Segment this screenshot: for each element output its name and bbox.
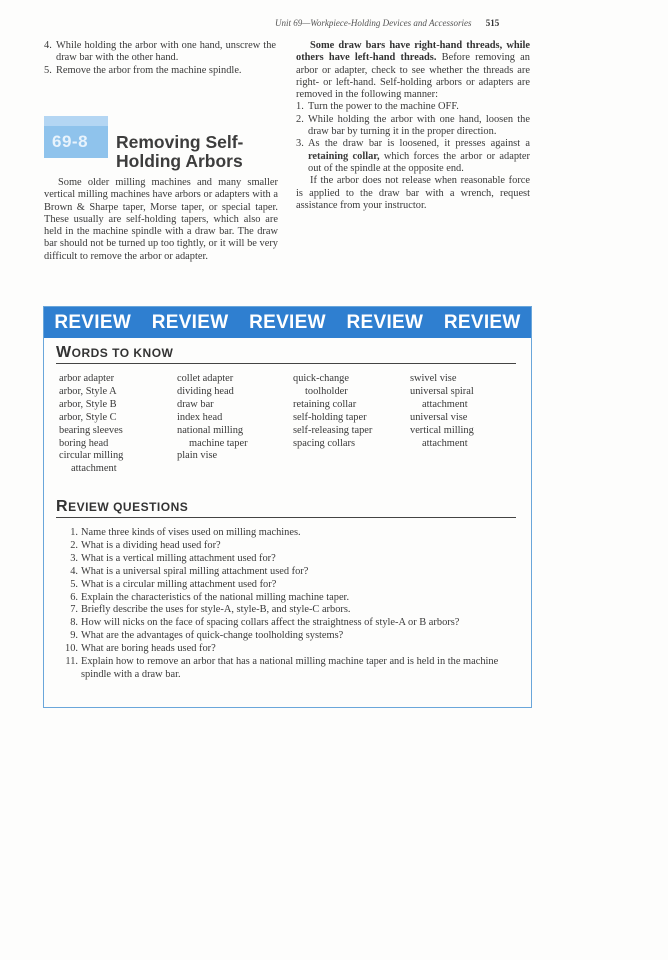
term: index head	[177, 411, 223, 423]
step-number: 1.	[296, 101, 304, 113]
review-box	[43, 306, 532, 708]
question-text: What is a circular milling attachment used for?	[81, 578, 277, 590]
term: attachment	[71, 463, 117, 475]
question-number: 7.	[70, 604, 78, 616]
question-text: What is a dividing head used for?	[81, 539, 221, 551]
term: arbor, Style C	[59, 411, 117, 423]
list-item	[296, 138, 530, 175]
term: vertical milling	[410, 424, 474, 436]
list-item	[296, 113, 530, 139]
term: self-holding taper	[293, 411, 367, 423]
list-item	[64, 617, 524, 630]
question-text: Explain how to remove an arbor that has a national milling machine taper and is held in the machine spindle with a draw bar.	[81, 656, 499, 680]
step-text: Turn the power to the machine OFF.	[308, 101, 459, 113]
running-title: Unit 69—Workpiece-Holding Devices and Accessories	[275, 18, 472, 28]
question-text: What are the advantages of quick-change toolholding systems?	[81, 630, 344, 642]
question-text: What is a universal spiral milling attachment used for?	[81, 565, 309, 577]
list-item	[64, 630, 524, 643]
words-column	[410, 373, 525, 450]
review-questions-heading	[56, 498, 188, 516]
section-body: Some older milling machines and many smaller vertical milling machines have arbors or adapters with a Brown & Sharpe taper, Morse taper, or special taper. These usually are self-holding tapers, which also are held in the machine spindle with a draw bar. The draw bar should not be turned up too tightly, or it will be very difficult to remove the arbor or adapter.	[44, 177, 278, 262]
term: collet adapter	[177, 373, 234, 384]
step-number: 2.	[296, 113, 304, 125]
review-questions-list	[64, 527, 524, 682]
term: dividing head	[177, 385, 234, 397]
question-text: Name three kinds of vises used on milling machines.	[81, 527, 301, 538]
words-column	[59, 373, 174, 476]
term: universal vise	[410, 411, 468, 423]
list-item	[64, 579, 524, 592]
term: universal spiral	[410, 385, 474, 397]
term: self-releasing taper	[293, 424, 373, 436]
intro-rest: Before removing an arbor or adapter, check to see whether the threads are right- or left-hand. Self-holding arbors or adapters are removed in the following manner:	[296, 52, 530, 101]
review-banner-word: REVIEW	[443, 311, 521, 333]
term: toolholder	[305, 385, 348, 397]
review-banner-word: REVIEW	[54, 311, 132, 333]
step-text: which forces the arbor or adapter out of the spindle at the opposite end.	[308, 150, 530, 174]
question-number: 9.	[70, 630, 78, 642]
step-text: While holding the arbor with one hand, unscrew the draw bar with the other hand.	[56, 40, 276, 64]
review-banner-word: REVIEW	[151, 311, 229, 333]
words-column	[293, 373, 408, 450]
term: boring head	[59, 437, 109, 449]
heading-rest: ORDS TO KNOW	[71, 346, 174, 360]
question-number: 3.	[70, 552, 78, 564]
right-steps-list	[296, 101, 530, 175]
question-text: How will nicks on the face of spacing collars affect the straightness of style-A or B arbors?	[81, 617, 460, 629]
review-banner-word: REVIEW	[249, 311, 326, 333]
term: attachment	[422, 437, 468, 449]
term: spacing collars	[293, 437, 356, 449]
step-bold-term: retaining collar,	[308, 150, 380, 162]
review-banner	[44, 307, 531, 338]
term: arbor, Style B	[59, 398, 117, 410]
question-text: Briefly describe the uses for style-A, style-B, and style-C arbors.	[81, 604, 351, 616]
step-text: Remove the arbor from the machine spindle.	[56, 64, 242, 76]
intro-bold: Some draw bars have right-hand threads, while others have left-hand threads.	[296, 40, 530, 64]
list-item	[64, 643, 524, 656]
list-item	[296, 101, 530, 113]
heading-initial: R	[56, 498, 69, 515]
section-heading	[44, 116, 276, 172]
list-item	[44, 64, 276, 77]
list-item	[64, 592, 524, 605]
question-text: Explain the characteristics of the national milling machine taper.	[81, 591, 350, 603]
step-number: 5.	[44, 64, 52, 76]
question-text: What are boring heads used for?	[81, 643, 216, 655]
list-item	[64, 527, 524, 540]
divider	[56, 517, 516, 518]
running-header	[275, 18, 499, 28]
step-text: As the draw bar is loosened, it presses against a	[308, 138, 530, 150]
term: retaining collar	[293, 398, 357, 410]
section-number-box	[44, 116, 108, 158]
question-text: What is a vertical milling attachment used for?	[81, 552, 276, 564]
term: quick-change	[293, 373, 349, 384]
term: national milling	[177, 424, 244, 436]
review-banner-word: REVIEW	[346, 311, 424, 333]
section-title-line: Holding Arbors	[116, 151, 243, 171]
term: attachment	[422, 398, 468, 410]
question-number: 10.	[65, 643, 78, 655]
term: plain vise	[177, 450, 218, 462]
term: bearing sleeves	[59, 424, 123, 436]
words-to-know-heading	[56, 344, 173, 362]
step-number: 3.	[296, 138, 304, 150]
section-title-line: Removing Self-	[116, 132, 244, 152]
list-item	[64, 553, 524, 566]
intro-paragraph	[296, 40, 530, 101]
left-steps-list	[44, 40, 276, 77]
term: draw bar	[177, 398, 214, 410]
section-title	[116, 133, 243, 171]
list-item	[64, 604, 524, 617]
question-number: 1.	[70, 527, 78, 538]
question-number: 5.	[70, 578, 78, 590]
list-item	[44, 40, 276, 65]
question-number: 6.	[70, 591, 78, 603]
words-column	[177, 373, 292, 463]
question-number: 8.	[70, 617, 78, 629]
question-number: 4.	[70, 565, 78, 577]
list-item	[64, 656, 524, 682]
heading-rest: EVIEW QUESTIONS	[68, 500, 189, 514]
section-number: 69-8	[52, 132, 89, 151]
term: arbor adapter	[59, 373, 115, 384]
term: circular milling	[59, 450, 124, 462]
right-column	[296, 40, 530, 212]
divider	[56, 363, 516, 364]
closing-paragraph: If the arbor does not release when reasonable force is applied to the draw bar with a wrench, request assistance from your instructor.	[296, 175, 530, 211]
heading-initial: W	[56, 344, 72, 361]
question-number: 11.	[65, 656, 78, 668]
list-item	[64, 566, 524, 579]
left-column	[44, 40, 276, 77]
list-item	[64, 540, 524, 553]
step-text: While holding the arbor with one hand, loosen the draw bar by turning it in the proper direction.	[308, 113, 530, 138]
step-number: 4.	[44, 40, 52, 51]
term: arbor, Style A	[59, 385, 117, 397]
term: machine taper	[189, 437, 248, 449]
question-number: 2.	[70, 539, 78, 551]
section-box-accent	[44, 116, 108, 126]
page-number: 515	[485, 18, 500, 28]
term: swivel vise	[410, 373, 457, 384]
